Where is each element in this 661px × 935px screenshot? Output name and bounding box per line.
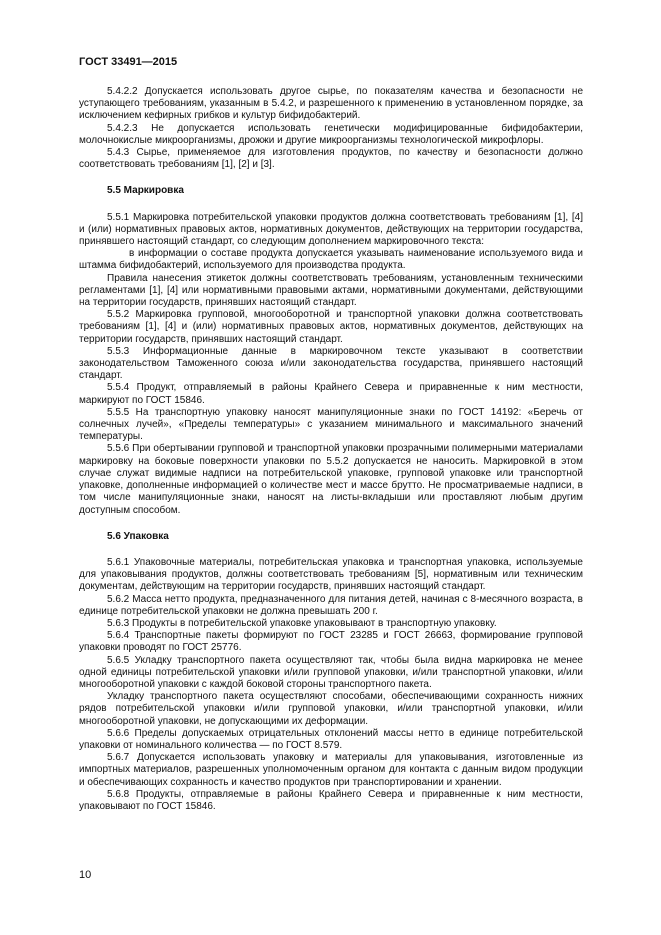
paragraph: в информации о составе продукта допускается указывать наименование используемого вида и штамма бифидобактерий, используемого для производства продукта. <box>79 248 583 272</box>
paragraph: 5.6.7 Допускается использовать упаковку и материалы для упаковывания, изготовленные из импортных материалов, разрешенных уполномоченным органом для контакта с данным видом продукции и обеспечивающих сохранность и качество продуктов при транспортировании и хранении. <box>79 752 583 788</box>
paragraph: 5.6.8 Продукты, отправляемые в районы Крайнего Севера и приравненные к ним местности, упаковывают по ГОСТ 15846. <box>79 788 583 812</box>
paragraph: 5.5.1 Маркировка потребительской упаковки продуктов должна соответствовать требованиям [1], [4] и (или) нормативных правовых актов, нормативных документов, действующих на территории государства, принявшего настоящий стандарт, со следующим дополнением маркировочного текста: <box>79 211 583 248</box>
paragraph: 5.5.3 Информационные данные в маркировочном тексте указывают в соответствии законодательством Таможенного союза и/или законодательства государства, принявшего настоящий стандарт. <box>79 345 583 382</box>
paragraph: 5.4.2.3 Не допускается использовать генетически модифицированные бифидобактерии, молочнокислые микроорганизмы, дрожжи и другие микроорганизмы технологической микрофлоры. <box>79 122 583 146</box>
section-heading-packaging: 5.6 Упаковка <box>107 530 169 542</box>
paragraph: 5.6.1 Упаковочные материалы, потребительская упаковка и транспортная упаковка, используемые для упаковывания продуктов, должны соответствовать требованиям [5], нормативным или техническим документам, действующим на территории государств, принявших настоящий стандарт. <box>79 556 583 593</box>
paragraph: Укладку транспортного пакета осуществляют способами, обеспечивающими сохранность нижних рядов потребительской упаковки и/или групповой упаковки, и/или транспортной упаковки, и/или многооборотной упаковки, не допускающими их деформации. <box>79 691 583 727</box>
paragraph: 5.5.6 При обертывании групповой и транспортной упаковки прозрачными полимерными материалами маркировку на боковые поверхности упаковки по 5.5.2 допускается не наносить. Маркировкой в этом случае служат видимые надписи на потребительской упаковке, групповой упаковке или транспортной упаковке, дополненные информацией о количестве мест и массе брутто. Не просматриваемые надписи, в том числе манипуляционные знаки, наносят на листы-вкладыши или проставляют любым другим доступным способом. <box>79 443 583 516</box>
paragraph: 5.4.2.2 Допускается использовать другое сырье, по показателям качества и безопасности не уступающего требованиям, указанным в 5.4.2, и разрешенного к применению в установленном порядке, за исключением кефирных грибков и культур бифидобактерий. <box>79 86 583 122</box>
paragraph: 5.6.5 Укладку транспортного пакета осуществляют так, чтобы была видна маркировка не менее одной единицы потребительской упаковки и/или групповой упаковки, и/или транспортной упаковки, и/или многооборотной упаковки с каждой боковой стороны транспортного пакета. <box>79 654 583 690</box>
document-header: ГОСТ 33491—2015 <box>79 56 178 68</box>
paragraph: 5.6.6 Пределы допускаемых отрицательных отклонений массы нетто в единице потребительской упаковки от номинального количества — по ГОСТ 8.579. <box>79 727 583 751</box>
paragraph: 5.4.3 Сырье, применяемое для изготовления продуктов, по качеству и безопасности должно соответствовать требованиям [1], [2] и [3]. <box>79 147 583 171</box>
section-heading-marking: 5.5 Маркировка <box>107 185 184 197</box>
paragraph: Правила нанесения этикеток должны соответствовать требованиям, установленным техническими регламентами [1], [4] или нормативными правовыми актами, нормативными документами, действующими на территории государств, принявших настоящий стандарт. <box>79 272 583 309</box>
paragraph: 5.6.3 Продукты в потребительской упаковке упаковывают в транспортную упаковку. <box>107 617 497 629</box>
paragraph: 5.5.5 На транспортную упаковку наносят манипуляционные знаки по ГОСТ 14192: «Беречь от солнечных лучей», «Пределы температуры» с указанием минимального и максимального значений температуры. <box>79 406 583 443</box>
paragraph: 5.5.4 Продукт, отправляемый в районы Крайнего Севера и приравненные к ним местности, маркируют по ГОСТ 15846. <box>79 382 583 406</box>
document-body <box>79 86 583 813</box>
paragraph: 5.6.2 Масса нетто продукта, предназначенного для питания детей, начиная с 8-месячного возраста, в единице потребительской упаковки не должна превышать 200 г. <box>79 593 583 617</box>
paragraph: 5.6.4 Транспортные пакеты формируют по ГОСТ 23285 и ГОСТ 26663, формирование групповой упаковки проводят по ГОСТ 25776. <box>79 630 583 654</box>
paragraph: 5.5.2 Маркировка групповой, многооборотной и транспортной упаковки должна соответствовать требованиям [1], [4] и (или) нормативных правовых актов, нормативных документов, действующих на территории государств, принявших настоящий стандарт. <box>79 309 583 345</box>
page-number: 10 <box>79 869 92 881</box>
